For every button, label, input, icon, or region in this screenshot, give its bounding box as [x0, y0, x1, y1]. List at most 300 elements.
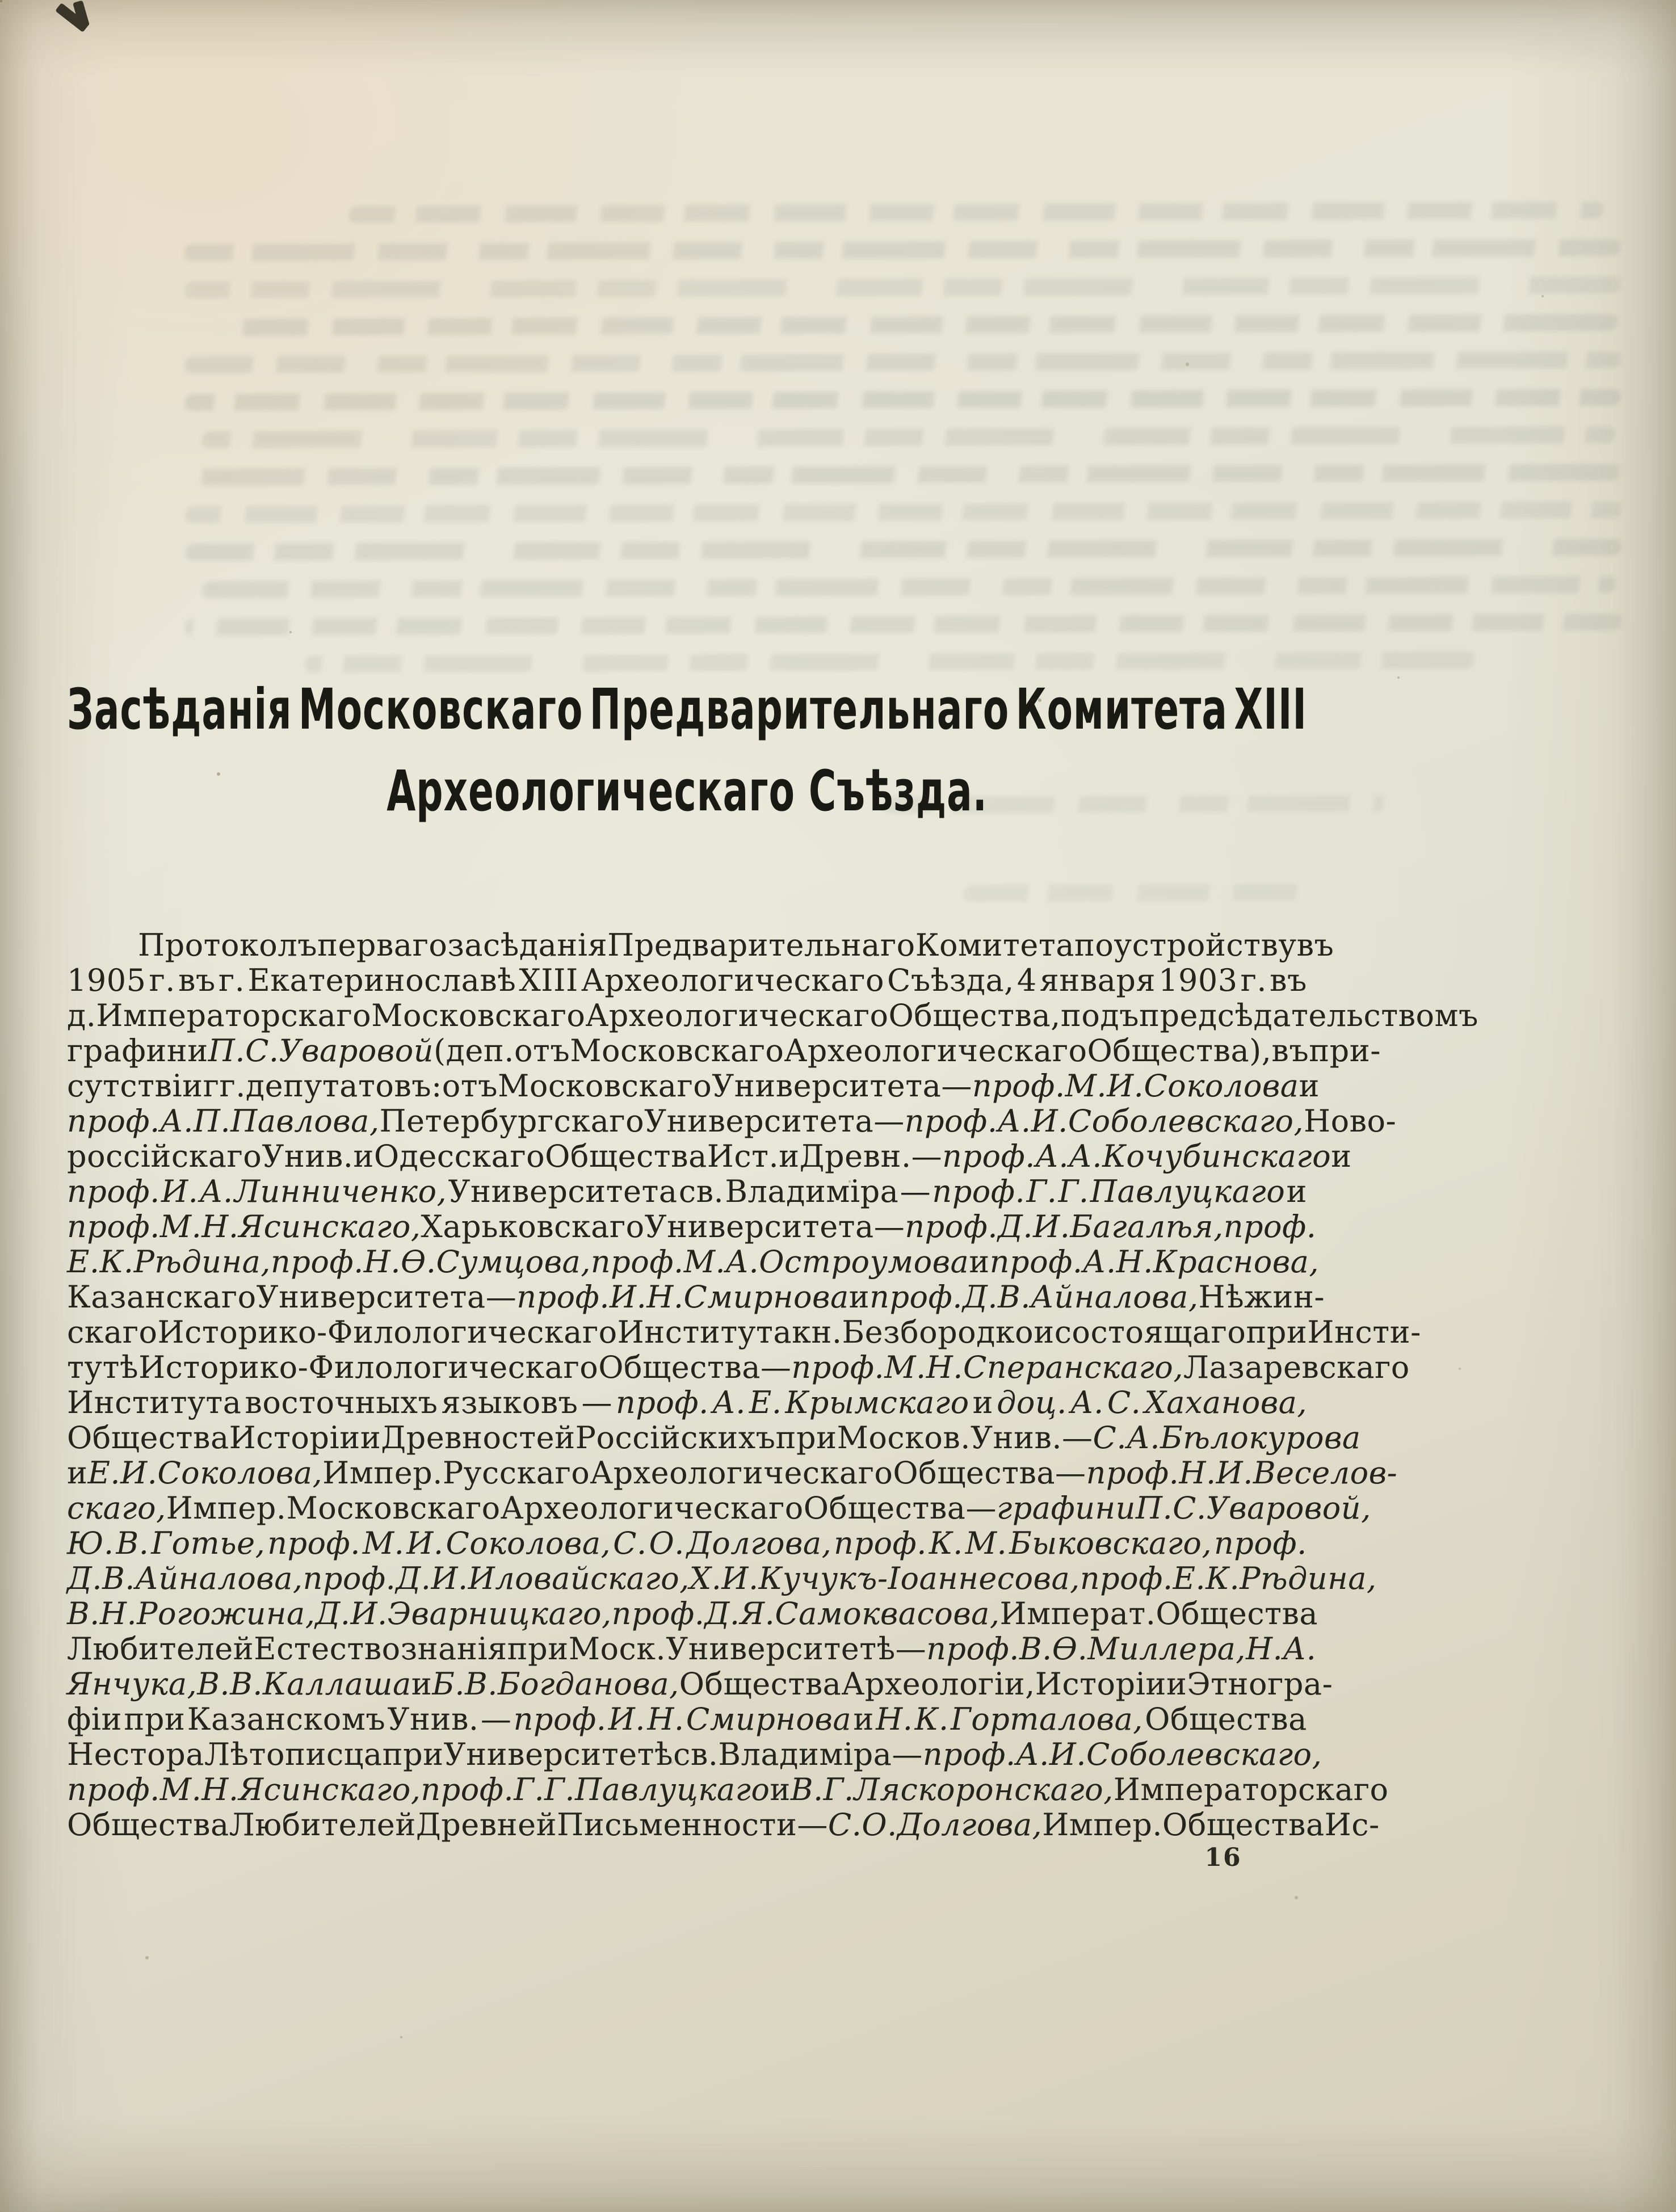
- body-line: [67, 1174, 1307, 1209]
- body-word: К.: [99, 1244, 134, 1280]
- body-word: В.: [116, 1525, 149, 1561]
- body-word: въ: [1271, 1033, 1309, 1069]
- body-word: XIII: [519, 962, 578, 998]
- body-word: Владиміра: [725, 1174, 899, 1209]
- body-line: [67, 1772, 1389, 1807]
- body-word: В.: [102, 1561, 135, 1596]
- body-word: Г.: [1026, 1174, 1057, 1209]
- body-word: Древностей: [381, 1420, 576, 1456]
- body-word: Импер.: [166, 1490, 287, 1526]
- body-word: Смирнова: [686, 1701, 852, 1737]
- body-word: и: [779, 1138, 800, 1174]
- body-word: подъ: [1060, 998, 1139, 1033]
- body-word: 1905: [67, 962, 146, 998]
- body-word: Рѣдина,: [133, 1244, 271, 1280]
- body-word: Общества: [803, 1490, 966, 1526]
- body-word: К.: [914, 1701, 949, 1737]
- body-word: И.: [610, 1279, 647, 1315]
- body-word: г.: [218, 962, 245, 998]
- body-word: Линниченко,: [234, 1174, 447, 1209]
- body-word: Миллера,: [1087, 1631, 1246, 1667]
- body-word: Общества,: [888, 998, 1061, 1033]
- body-word: С.: [1107, 1385, 1141, 1420]
- body-line: [67, 1314, 1421, 1350]
- body-word: Бѣлокурова: [1160, 1420, 1361, 1456]
- body-word: проф.: [989, 1244, 1083, 1280]
- body-word: скаго: [67, 1314, 158, 1350]
- body-word: Ю.: [67, 1525, 114, 1561]
- body-word: Сумцова,: [436, 1244, 591, 1280]
- body-word: при: [775, 1420, 837, 1456]
- body-word: Университетѣ: [443, 1736, 674, 1772]
- body-line: [67, 1596, 1318, 1631]
- body-word: Русскаго: [442, 1455, 590, 1491]
- body-word: Казанскомъ: [187, 1701, 386, 1737]
- body-word: проф.: [926, 1631, 1019, 1667]
- body-word: Хаханова,: [1144, 1385, 1307, 1420]
- body-word: Императ.: [999, 1596, 1156, 1631]
- body-word: Павлуцкаго: [575, 1772, 770, 1807]
- body-word: и: [360, 1420, 381, 1456]
- heading-word: XIII: [1234, 676, 1307, 742]
- body-word: проф.: [267, 1525, 360, 1561]
- body-line: [67, 1526, 1307, 1561]
- body-word: д.: [67, 998, 96, 1033]
- body-word: —: [760, 1349, 792, 1385]
- body-word: —: [485, 1279, 517, 1315]
- body-word: Ясинскаго,: [238, 1772, 421, 1807]
- body-word: Смирнова: [683, 1279, 849, 1315]
- body-word: Россійскихъ: [575, 1420, 776, 1456]
- body-word: языковъ: [441, 1385, 578, 1420]
- body-word: Исторіи: [1035, 1666, 1166, 1702]
- body-word: —: [873, 1209, 905, 1244]
- body-word: И.: [431, 1561, 468, 1596]
- body-word: В.: [197, 1666, 230, 1702]
- body-word: Д.: [962, 1279, 998, 1315]
- body-word: проф.: [516, 1279, 610, 1315]
- body-word: Лазаревскаго: [1183, 1349, 1410, 1385]
- body-word: и: [848, 1279, 870, 1315]
- body-word: Харьковскаго: [421, 1209, 645, 1244]
- body-word: проф.: [1214, 1525, 1307, 1561]
- bleed-through-line: [183, 276, 1621, 298]
- heading-word: Комитета: [1015, 676, 1228, 742]
- body-word: проф.: [972, 1068, 1065, 1104]
- body-word: Н.: [646, 1279, 684, 1315]
- body-word: М.: [965, 1525, 1007, 1561]
- body-word: Соколова,: [157, 1455, 323, 1491]
- body-word: Н.: [647, 1701, 684, 1737]
- body-word: —: [581, 1385, 612, 1420]
- body-word: Московскаго: [570, 1033, 784, 1069]
- body-word: и: [67, 1455, 88, 1491]
- body-word: И.: [721, 1561, 759, 1596]
- body-word: Е.: [67, 1244, 100, 1280]
- body-word: К.: [929, 1525, 963, 1561]
- body-word: и: [353, 1138, 374, 1174]
- body-word: и: [972, 1385, 994, 1420]
- body-word: Ново-: [1304, 1103, 1397, 1139]
- body-word: Общества—: [893, 1455, 1086, 1491]
- body-word: въ: [1296, 927, 1334, 963]
- body-word: Самоквасова,: [775, 1596, 1000, 1631]
- body-word: г.: [149, 962, 175, 998]
- body-word: при: [1246, 1314, 1308, 1350]
- body-word: В.: [790, 1772, 824, 1807]
- body-line: [67, 1103, 1397, 1139]
- body-word: Археологическаго: [784, 1033, 1087, 1069]
- paper-specks: [0, 0, 2, 2]
- body-word: О.: [649, 1525, 684, 1561]
- body-word: сутствіи: [67, 1068, 203, 1104]
- body-word: А.: [1035, 1138, 1069, 1174]
- body-word: А.: [1070, 1385, 1104, 1420]
- body-word: Соколова,: [446, 1525, 611, 1561]
- body-word: Археологическаго: [585, 998, 889, 1033]
- body-word: (деп.: [434, 1033, 514, 1069]
- body-word: В.: [998, 1279, 1031, 1315]
- body-line: [67, 1209, 1317, 1244]
- bleed-through-line: [185, 613, 1623, 636]
- body-line: [67, 998, 1478, 1033]
- body-line: [67, 1068, 1320, 1104]
- page-number: 16: [1204, 1843, 1242, 1872]
- body-word: Н.: [876, 1701, 913, 1737]
- body-line: [67, 963, 1307, 998]
- body-word: фіи: [67, 1701, 123, 1737]
- body-word: Остроумова: [759, 1244, 969, 1280]
- bleed-through-line: [184, 351, 1622, 373]
- body-word: Древн.: [799, 1138, 911, 1174]
- body-word: П.: [208, 1033, 246, 1069]
- bleed-through-line: [963, 884, 1317, 902]
- body-word: и: [770, 1772, 791, 1807]
- body-word: Н.: [1179, 1455, 1216, 1491]
- body-word: восточныхъ: [245, 1385, 438, 1420]
- body-line: [67, 1702, 1307, 1737]
- body-word: Екатеринославѣ: [247, 962, 516, 998]
- body-word: —: [965, 1490, 997, 1526]
- body-word: Соболевскаго,: [1068, 1103, 1304, 1139]
- body-word: проф.: [513, 1701, 607, 1737]
- body-word: —: [900, 1174, 931, 1209]
- body-word: проф.: [590, 1244, 684, 1280]
- page-title-line-1: [67, 676, 1307, 742]
- body-word: проф.: [942, 1138, 1035, 1174]
- body-word: Унив.: [970, 1420, 1062, 1456]
- body-word: Ясинскаго,: [238, 1209, 421, 1244]
- body-line: [67, 1490, 1371, 1526]
- body-word: —: [895, 1631, 927, 1667]
- body-word: проф.: [303, 1561, 396, 1596]
- body-word: Н.: [363, 1244, 401, 1280]
- body-word: А.: [725, 1244, 759, 1280]
- body-word: Предварительнаго: [607, 927, 915, 963]
- body-word: Богданова,: [497, 1666, 679, 1702]
- body-word: Съѣзда,: [887, 962, 1014, 998]
- body-word: Исторіи: [229, 1420, 360, 1456]
- heading-word: Засѣданія: [67, 676, 292, 742]
- bleed-through-line: [183, 239, 1621, 261]
- body-word: Кучукъ-Іоаннесова,: [758, 1561, 1080, 1596]
- body-word: М.: [362, 1525, 405, 1561]
- body-word: И.: [1049, 1736, 1087, 1772]
- body-word: и: [1299, 1068, 1320, 1104]
- body-word: проф.: [611, 1596, 705, 1631]
- body-word: Кочубинскаго: [1102, 1138, 1331, 1174]
- body-word: проф.: [270, 1244, 364, 1280]
- body-word: Импер.: [1042, 1807, 1162, 1843]
- body-line: [67, 1736, 1322, 1772]
- body-word: Университета: [448, 1174, 678, 1209]
- body-word: Нестора: [67, 1736, 204, 1772]
- body-word: Археологическаго: [590, 1455, 893, 1491]
- body-word: Д.: [998, 1209, 1034, 1244]
- body-word: устройству: [1114, 927, 1297, 963]
- body-word: Москов.: [837, 1420, 971, 1456]
- body-word: Б.: [432, 1666, 465, 1702]
- body-word: Университета: [256, 1279, 486, 1315]
- body-word: проф.: [1086, 1455, 1179, 1491]
- body-word: проф.: [67, 1209, 160, 1244]
- body-word: А.: [159, 1103, 194, 1139]
- body-word: и: [1034, 1314, 1055, 1350]
- page-title-line-2: [67, 758, 1307, 824]
- body-word: проф.: [1079, 1561, 1173, 1596]
- body-word: 4: [1016, 962, 1037, 998]
- bleed-through-line: [221, 314, 1619, 336]
- body-word: Н.: [201, 1772, 239, 1807]
- body-word: С.: [245, 1033, 279, 1069]
- heading-word: Предварительнаго: [589, 676, 1010, 742]
- body-word: Нѣжин-: [1198, 1279, 1325, 1315]
- body-word: проф.: [922, 1736, 1016, 1772]
- body-word: Павлова,: [230, 1103, 380, 1139]
- body-word: Долгова,: [897, 1807, 1043, 1843]
- body-word: И.: [1033, 1209, 1070, 1244]
- body-word: Импер.: [322, 1455, 443, 1491]
- body-word: Казанскаго: [67, 1279, 257, 1315]
- body-word: гг.: [203, 1068, 246, 1104]
- body-word: и: [1331, 1138, 1352, 1174]
- body-line: [67, 1138, 1352, 1174]
- body-line: [67, 927, 1334, 963]
- body-word: Г.: [514, 1772, 545, 1807]
- body-word: въ: [178, 962, 216, 998]
- body-word: Протоколъ: [138, 927, 317, 963]
- body-word: Н.: [1116, 1244, 1153, 1280]
- heading-word: Московскаго: [299, 676, 583, 742]
- body-word: В.: [67, 1596, 100, 1631]
- body-word: И.: [608, 1701, 646, 1737]
- bleed-through-line: [184, 501, 1622, 523]
- body-word: Краснова,: [1153, 1244, 1320, 1280]
- body-word: Ляскоронскаго,: [854, 1772, 1114, 1807]
- body-line: [67, 1807, 1380, 1843]
- body-word: Янчука,: [67, 1666, 198, 1702]
- body-word: —: [1062, 1420, 1093, 1456]
- body-word: графини: [67, 1033, 208, 1069]
- body-word: И.: [120, 1455, 158, 1491]
- body-word: Соколова: [1144, 1068, 1299, 1104]
- body-word: И.: [406, 1525, 444, 1561]
- body-word: Я.: [740, 1596, 775, 1631]
- body-word: Общества: [1156, 1596, 1318, 1631]
- body-word: М.: [884, 1349, 926, 1385]
- body-word: Д.: [396, 1561, 431, 1596]
- body-word: состоящаго: [1054, 1314, 1246, 1350]
- body-word: Горталова,: [950, 1701, 1143, 1737]
- bleed-through-line: [201, 576, 1616, 598]
- body-word: доц.: [997, 1385, 1067, 1420]
- body-word: Айналова,: [1030, 1279, 1199, 1315]
- body-word: —: [480, 1701, 512, 1737]
- body-word: Археологическаго: [500, 1490, 804, 1526]
- body-word: Общества: [1145, 1701, 1307, 1737]
- body-word: А.: [1069, 1138, 1103, 1174]
- body-word: Московскаго: [371, 998, 586, 1033]
- body-word: Ѳ.: [401, 1244, 436, 1280]
- body-word: предсѣдательствомъ: [1139, 998, 1478, 1033]
- body-word: А.: [712, 1385, 746, 1420]
- body-paragraph: [67, 927, 1478, 1843]
- body-word: Общества: [598, 1349, 761, 1385]
- body-word: проф.: [869, 1279, 963, 1315]
- body-word: Историко-Филологическаго: [138, 1349, 599, 1385]
- body-word: и: [853, 1701, 874, 1737]
- body-word: И.: [1107, 1068, 1144, 1104]
- body-word: графини: [996, 1490, 1136, 1526]
- body-word: Безбородко: [842, 1314, 1034, 1350]
- body-word: Ѳ.: [1052, 1631, 1088, 1667]
- body-line: [67, 1455, 1398, 1491]
- body-word: Н.: [926, 1349, 963, 1385]
- body-word: А.: [997, 1103, 1031, 1139]
- body-line: [67, 1420, 1361, 1456]
- body-word: Павлуцкаго: [1090, 1174, 1286, 1209]
- body-word: при: [507, 1631, 569, 1667]
- body-word: О.: [862, 1807, 897, 1843]
- body-word: Н.: [99, 1596, 137, 1631]
- body-word: Е.: [1173, 1561, 1206, 1596]
- body-word: отъ: [514, 1033, 570, 1069]
- body-word: Любителей: [67, 1631, 254, 1667]
- body-word: Комитета: [915, 927, 1074, 963]
- page-title-line-2-text: Археологическаго Съѣзда.: [387, 758, 988, 824]
- body-word: проф.: [616, 1385, 709, 1420]
- body-word: —: [892, 1736, 923, 1772]
- body-word: россійскаго: [67, 1138, 262, 1174]
- body-word: С.: [828, 1807, 862, 1843]
- body-word: тутѣ: [67, 1349, 139, 1385]
- body-word: С.: [1093, 1420, 1127, 1456]
- body-word: Историко-Филологическаго: [157, 1314, 618, 1350]
- body-word: Университетѣ: [666, 1631, 896, 1667]
- body-word: и: [1286, 1174, 1307, 1209]
- body-word: Соболевскаго,: [1086, 1736, 1322, 1772]
- body-word: Сперанскаго,: [963, 1349, 1183, 1385]
- body-word: И.: [1216, 1455, 1253, 1491]
- body-word: —: [911, 1138, 943, 1174]
- body-word: П.: [193, 1103, 231, 1139]
- body-word: Московскаго: [286, 1490, 501, 1526]
- body-word: Г.: [544, 1772, 576, 1807]
- body-word: отъ: [442, 1068, 498, 1104]
- body-line: [67, 1349, 1410, 1385]
- body-word: Унив.: [262, 1138, 354, 1174]
- body-word: Общества: [67, 1420, 229, 1456]
- body-word: Уваровой: [279, 1033, 434, 1069]
- body-word: проф.: [904, 1103, 998, 1139]
- body-word: М.: [159, 1772, 202, 1807]
- body-word: проф.: [834, 1525, 927, 1561]
- body-word: Е.: [87, 1455, 121, 1491]
- body-word: проф.: [1223, 1209, 1317, 1244]
- body-word: Общества: [545, 1138, 707, 1174]
- body-word: св.: [678, 1174, 724, 1209]
- body-word: Каллаша: [262, 1666, 411, 1702]
- body-word: Багалѣя,: [1070, 1209, 1224, 1244]
- body-word: Инсти-: [1307, 1314, 1421, 1350]
- body-word: кн.: [792, 1314, 842, 1350]
- body-word: А.: [1127, 1420, 1161, 1456]
- body-word: Естествознанія: [254, 1631, 507, 1667]
- body-word: —: [797, 1807, 828, 1843]
- body-word: М.: [683, 1244, 726, 1280]
- body-word: Долгова,: [686, 1525, 832, 1561]
- body-word: М.: [159, 1209, 202, 1244]
- body-word: И.: [161, 1174, 199, 1209]
- body-word: Императорскаго: [96, 998, 372, 1033]
- body-word: по: [1074, 927, 1114, 963]
- body-word: С.: [613, 1525, 647, 1561]
- bleed-through-line: [201, 426, 1616, 448]
- body-word: проф.: [791, 1349, 885, 1385]
- body-line: [67, 1561, 1377, 1596]
- body-word: Письменности: [557, 1807, 797, 1843]
- body-line: [67, 1631, 1317, 1667]
- body-word: Московскаго: [498, 1068, 712, 1104]
- body-word: Иловайскаго,: [468, 1561, 690, 1596]
- body-word: Е.: [749, 1385, 782, 1420]
- body-word: и: [969, 1244, 990, 1280]
- body-word: Айналова,: [135, 1561, 303, 1596]
- body-word: января: [1039, 962, 1156, 998]
- body-word: П.: [1135, 1490, 1173, 1526]
- body-word: проф.: [67, 1174, 160, 1209]
- body-word: Университета—: [712, 1068, 972, 1104]
- body-word: проф.: [67, 1103, 160, 1139]
- body-word: Общества: [1162, 1807, 1325, 1843]
- body-word: Императорскаго: [1113, 1772, 1389, 1807]
- body-word: Д.: [67, 1561, 103, 1596]
- body-word: В.: [465, 1666, 498, 1702]
- body-word: при: [382, 1736, 444, 1772]
- body-word: А.: [199, 1174, 233, 1209]
- body-word: А.: [1082, 1244, 1116, 1280]
- body-word: въ: [1270, 962, 1307, 998]
- body-word: засѣданія: [447, 927, 608, 963]
- body-word: Института: [617, 1314, 792, 1350]
- bleed-through-line: [304, 651, 1475, 672]
- body-word: Общества: [679, 1666, 842, 1702]
- body-word: Х.: [689, 1561, 722, 1596]
- body-word: Лѣтописца: [204, 1736, 383, 1772]
- body-word: А.: [1015, 1736, 1049, 1772]
- body-line: [67, 1385, 1307, 1420]
- body-word: перваго: [317, 927, 448, 963]
